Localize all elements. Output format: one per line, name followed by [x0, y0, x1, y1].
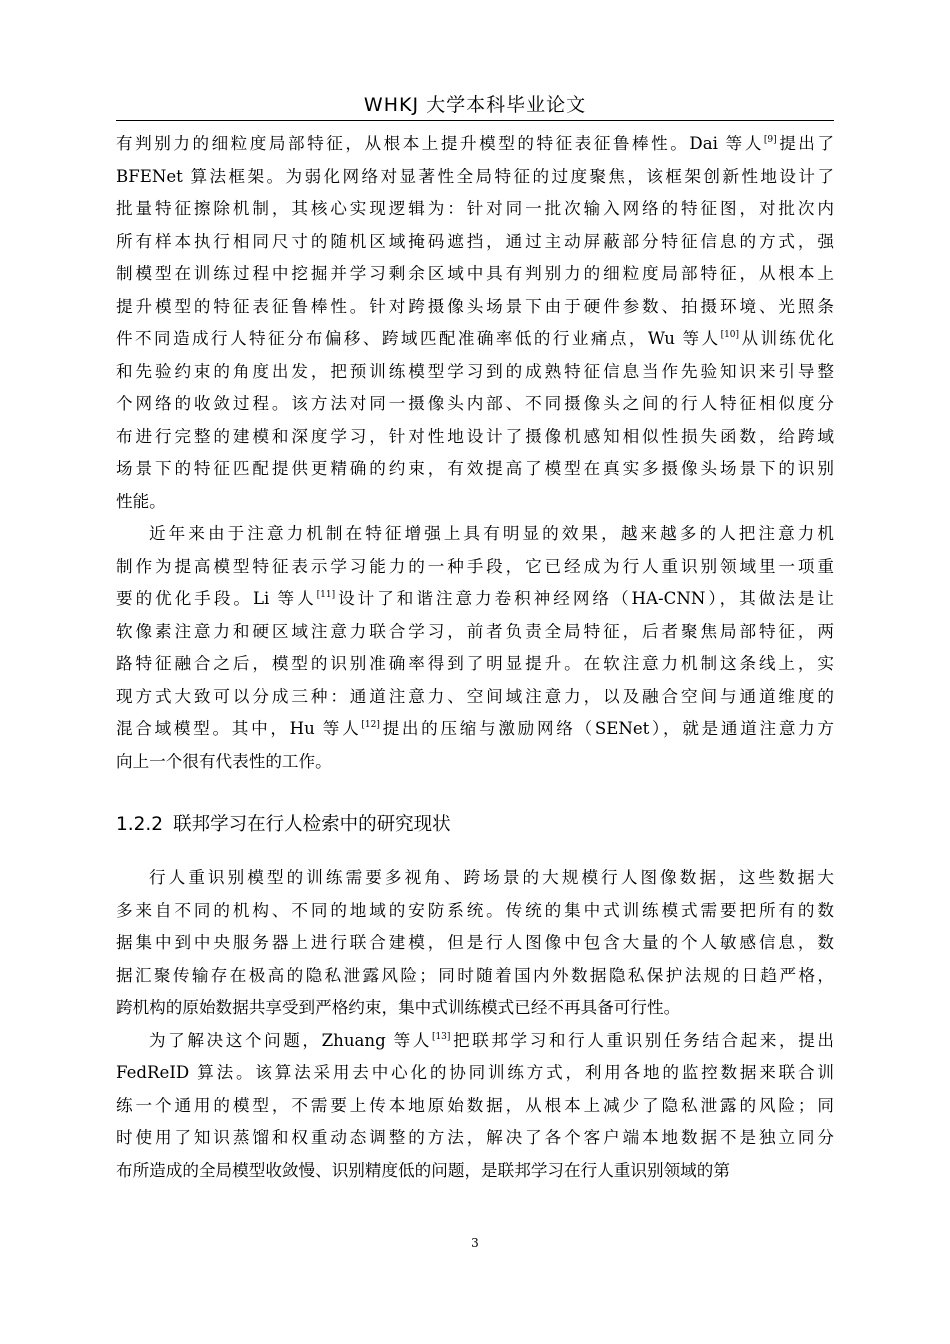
section-heading — [116, 802, 834, 848]
text-segment: 场景下的特征匹配提供更精确的约束，有效提高了模型在真实多摄像头场景下的识别 — [116, 459, 834, 478]
text-line — [116, 518, 834, 551]
text-line — [116, 323, 834, 356]
text-line — [116, 1155, 834, 1188]
text-line — [116, 648, 834, 681]
text-segment: 跨机构的原始数据共享受到严格约束，集中式训练模式已经不再具备可行性。 — [116, 998, 681, 1017]
text-segment: 制模型在训练过程中挖掘并学习剩余区域中具有判别力的细粒度局部特征，从根本上 — [116, 264, 834, 283]
text-line — [116, 1090, 834, 1123]
citation-ref: [12] — [361, 720, 380, 730]
text-segment: 多来自不同的机构、不同的地域的安防系统。传统的集中式训练模式需要把所有的数 — [116, 900, 834, 920]
text-segment: 为了解决这个问题，Zhuang 等人 — [149, 1030, 432, 1050]
paragraph — [116, 518, 834, 778]
text-line — [116, 681, 834, 714]
text-segment: 批量特征擦除机制，其核心实现逻辑为：针对同一批次输入网络的特征图，对批次内 — [116, 199, 834, 218]
text-segment: 设计了和谐注意力卷积神经网络（HA-CNN），其做法是让 — [335, 589, 835, 608]
section-title: 联邦学习在行人检索中的研究现状 — [173, 814, 451, 835]
text-segment: 个网络的收敛过程。该方法对同一摄像头内部、不同摄像头之间的行人特征相似度分 — [116, 394, 834, 413]
text-line — [116, 583, 834, 616]
text-segment: 制作为提高模型特征表示学习能力的一种手段，它已经成为行人重识别领域里一项重 — [116, 556, 834, 576]
text-segment: 件不同造成行人特征分布偏移、跨域匹配准确率低的行业痛点，Wu 等人 — [116, 329, 721, 348]
text-line — [116, 551, 834, 584]
text-line — [116, 258, 834, 291]
text-segment: 据汇聚传输存在极高的隐私泄露风险；同时随着国内外数据隐私保护法规的日趋严格， — [116, 965, 834, 985]
text-segment: 把联邦学习和行人重识别任务结合起来，提出 — [450, 1030, 834, 1050]
page-number: 3 — [471, 1236, 479, 1250]
text-segment: 时使用了知识蒸馏和权重动态调整的方法，解决了各个客户端本地数据不是独立同分 — [116, 1128, 834, 1147]
text-line — [116, 421, 834, 454]
paragraph — [116, 862, 834, 1025]
text-line — [116, 193, 834, 226]
paragraph — [116, 1025, 834, 1188]
text-line — [116, 1122, 834, 1155]
text-segment: 现方式大致可以分成三种：通道注意力、空间域注意力，以及融合空间与通道维度的 — [116, 686, 834, 706]
text-segment: 练一个通用的模型，不需要上传本地原始数据，从根本上减少了隐私泄露的风险；同 — [116, 1095, 834, 1115]
text-segment: 向上一个很有代表性的工作。 — [116, 751, 332, 771]
citation-ref: [10] — [720, 330, 740, 340]
text-line — [116, 862, 834, 895]
text-line — [116, 895, 834, 928]
text-segment: 提出的压缩与激励网络（SENet），就是通道注意力方 — [379, 719, 835, 738]
section-number: 1.2.2 — [116, 814, 164, 835]
text-line — [116, 453, 834, 486]
text-line — [116, 992, 834, 1025]
text-line — [116, 486, 834, 519]
text-line — [116, 356, 834, 389]
citation-ref: [9] — [763, 135, 777, 145]
text-segment: 路特征融合之后，模型的识别准确率得到了明显提升。在软注意力机制这条线上，实 — [116, 654, 834, 673]
body-text — [116, 128, 834, 1187]
text-segment: FedReID 算法。该算法采用去中心化的协同训练方式，利用各地的监控数据来联合训 — [116, 1063, 834, 1082]
text-segment: 软像素注意力和硬区域注意力联合学习，前者负责全局特征，后者聚焦局部特征，两 — [116, 621, 834, 641]
text-line — [116, 291, 834, 324]
text-segment: 提出了 — [776, 134, 835, 153]
text-line — [116, 746, 834, 779]
text-line — [116, 616, 834, 649]
text-segment: 混合域模型。其中，Hu 等人 — [116, 719, 362, 738]
text-line — [116, 1057, 834, 1090]
text-segment: 要的优化手段。Li 等人 — [116, 589, 317, 608]
text-segment: 近年来由于注意力机制在特征增强上具有明显的效果，越来越多的人把注意力机 — [149, 524, 834, 543]
text-segment: 性能。 — [116, 491, 166, 511]
text-segment: 和先验约束的角度出发，把预训练模型学习到的成熟特征信息当作先验知识来引导整 — [116, 361, 834, 381]
paragraph — [116, 128, 834, 518]
text-segment: 布所造成的全局模型收敛慢、识别精度低的问题，是联邦学习在行人重识别领域的第 — [116, 1160, 730, 1180]
text-line — [116, 226, 834, 259]
text-line — [116, 960, 834, 993]
text-line — [116, 1025, 834, 1058]
citation-ref: [11] — [316, 590, 336, 600]
text-segment: 布进行完整的建模和深度学习，针对性地设计了摄像机感知相似性损失函数，给跨域 — [116, 426, 834, 446]
text-segment: BFENet 算法框架。为弱化网络对显著性全局特征的过度聚焦，该框架创新性地设计了 — [116, 166, 834, 186]
text-line — [116, 927, 834, 960]
text-segment: 有判别力的细粒度局部特征，从根本上提升模型的特征表征鲁棒性。Dai 等人 — [116, 134, 764, 153]
text-line — [116, 388, 834, 421]
text-segment: 提升模型的特征表征鲁棒性。针对跨摄像头场景下由于硬件参数、拍摄环境、光照条 — [116, 296, 834, 316]
text-line — [116, 128, 834, 161]
text-segment: 据集中到中央服务器上进行联合建模，但是行人图像中包含大量的个人敏感信息，数 — [116, 933, 834, 952]
text-line — [116, 161, 834, 194]
text-segment: 从训练优化 — [739, 329, 835, 348]
running-header: WHKJ 大学本科毕业论文 — [116, 91, 834, 121]
text-segment: 行人重识别模型的训练需要多视角、跨场景的大规模行人图像数据，这些数据大 — [149, 868, 834, 887]
text-segment: 所有样本执行相同尺寸的随机区域掩码遮挡，通过主动屏蔽部分特征信息的方式，强 — [116, 231, 834, 251]
text-line — [116, 713, 834, 746]
citation-ref: [13] — [431, 1031, 451, 1042]
